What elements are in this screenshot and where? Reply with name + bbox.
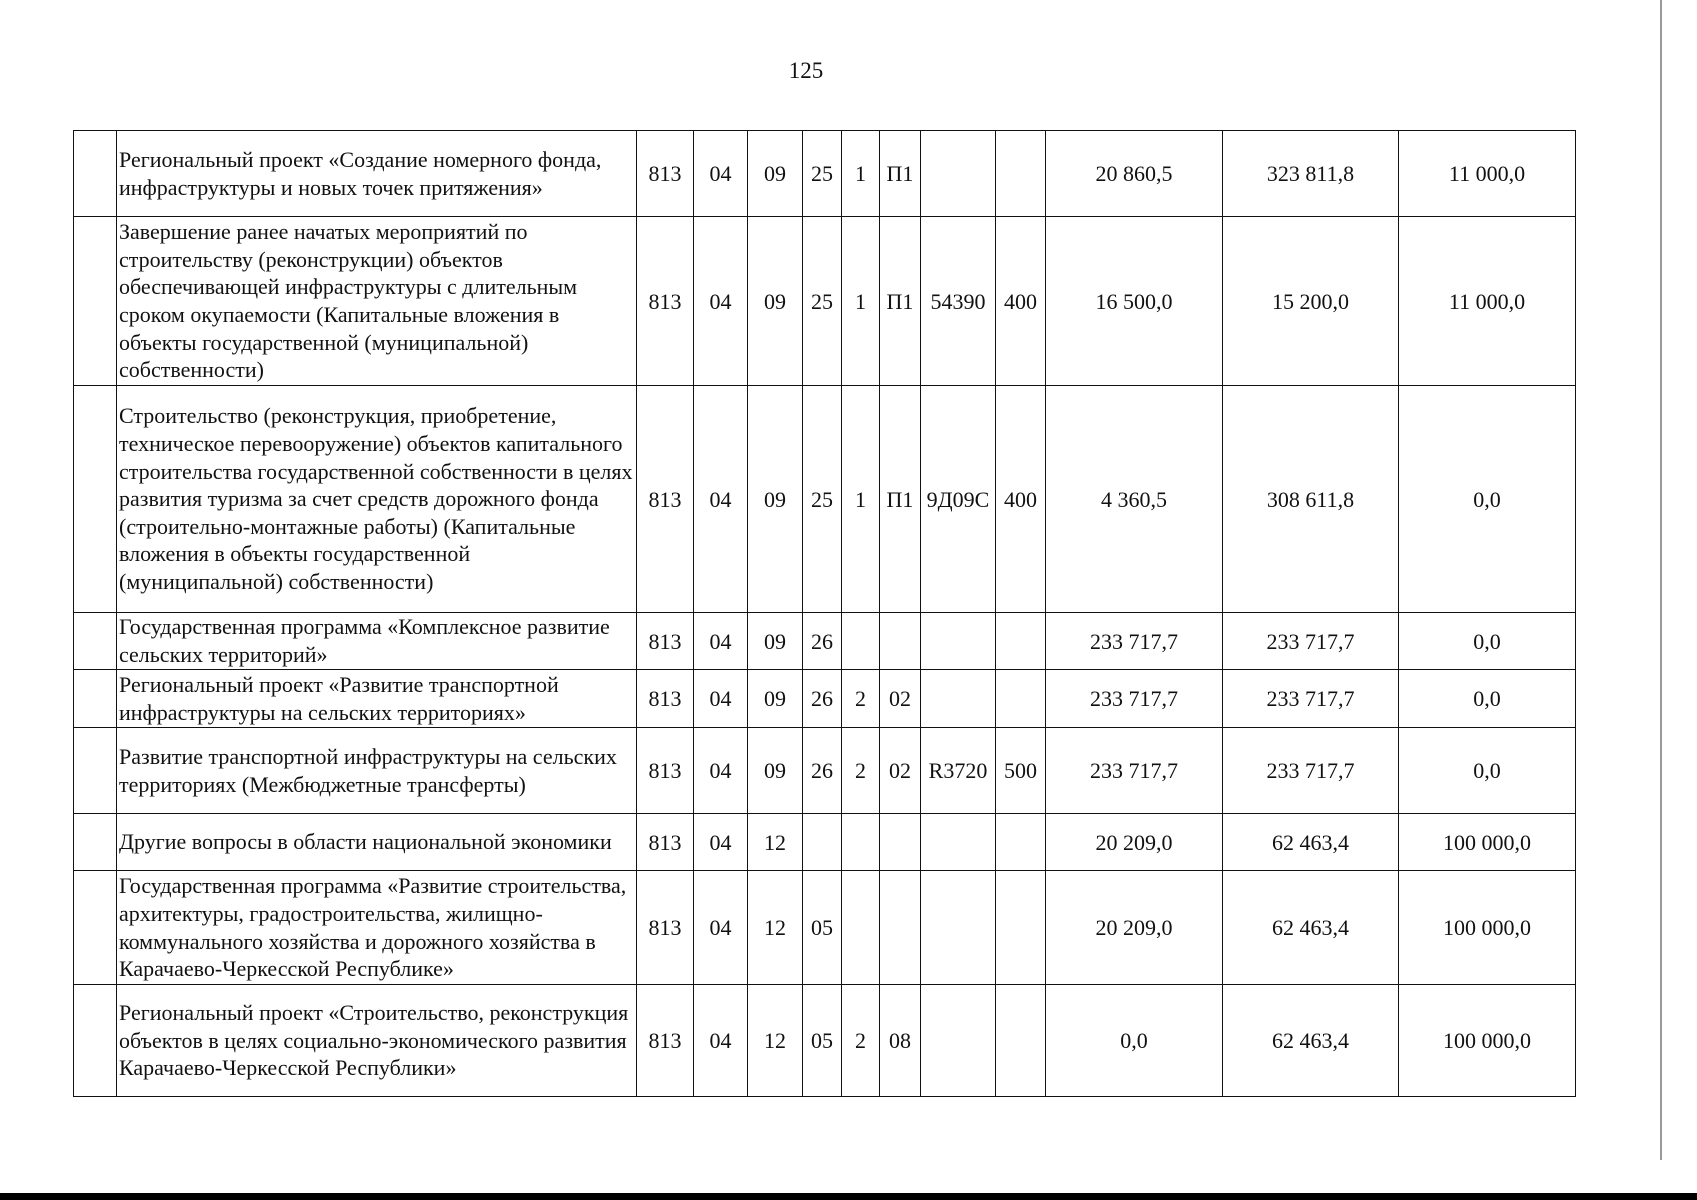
expense-type-code bbox=[996, 871, 1046, 985]
table-row bbox=[74, 871, 1576, 985]
sum-2: 62 463,4 bbox=[1223, 871, 1399, 985]
project-code bbox=[880, 871, 921, 985]
type-code: 2 bbox=[842, 985, 880, 1097]
direction-code: 9Д09С bbox=[921, 386, 996, 613]
expense-type-code: 400 bbox=[996, 217, 1046, 386]
program-code: 25 bbox=[803, 386, 842, 613]
table-row bbox=[74, 728, 1576, 814]
section-code: 04 bbox=[694, 386, 748, 613]
section-code: 04 bbox=[694, 985, 748, 1097]
project-code bbox=[880, 814, 921, 871]
program-code: 25 bbox=[803, 131, 842, 217]
type-code: 1 bbox=[842, 386, 880, 613]
sum-1: 0,0 bbox=[1046, 985, 1223, 1097]
sum-2: 62 463,4 bbox=[1223, 814, 1399, 871]
direction-code bbox=[921, 871, 996, 985]
program-code: 05 bbox=[803, 985, 842, 1097]
sum-2: 233 717,7 bbox=[1223, 670, 1399, 728]
row-name: Государственная программа «Развитие строительства, архитектуры, градостроительства, жилищно-коммунального хозяйства и дорожного хозяйства в Карачаево-Черкесской Республике» bbox=[117, 871, 637, 985]
program-code: 25 bbox=[803, 217, 842, 386]
sum-1: 233 717,7 bbox=[1046, 670, 1223, 728]
sum-3: 11 000,0 bbox=[1399, 131, 1576, 217]
type-code: 1 bbox=[842, 131, 880, 217]
sum-3: 100 000,0 bbox=[1399, 814, 1576, 871]
direction-code bbox=[921, 985, 996, 1097]
sum-1: 233 717,7 bbox=[1046, 728, 1223, 814]
sum-3: 100 000,0 bbox=[1399, 985, 1576, 1097]
table-row bbox=[74, 131, 1576, 217]
sum-2: 233 717,7 bbox=[1223, 613, 1399, 670]
blank-cell bbox=[74, 386, 117, 613]
project-code bbox=[880, 613, 921, 670]
row-name: Государственная программа «Комплексное развитие сельских территорий» bbox=[117, 613, 637, 670]
sum-1: 20 860,5 bbox=[1046, 131, 1223, 217]
direction-code bbox=[921, 670, 996, 728]
subsection-code: 12 bbox=[748, 814, 803, 871]
sum-3: 11 000,0 bbox=[1399, 217, 1576, 386]
ministry-code: 813 bbox=[637, 985, 694, 1097]
row-name: Региональный проект «Развитие транспортной инфраструктуры на сельских территориях» bbox=[117, 670, 637, 728]
budget-table bbox=[73, 130, 1576, 1097]
row-name: Развитие транспортной инфраструктуры на сельских территориях (Межбюджетные трансферты) bbox=[117, 728, 637, 814]
sum-1: 16 500,0 bbox=[1046, 217, 1223, 386]
row-name: Другие вопросы в области национальной экономики bbox=[117, 814, 637, 871]
expense-type-code: 500 bbox=[996, 728, 1046, 814]
subsection-code: 09 bbox=[748, 386, 803, 613]
scan-bottom-border bbox=[0, 1193, 1697, 1200]
section-code: 04 bbox=[694, 131, 748, 217]
sum-3: 100 000,0 bbox=[1399, 871, 1576, 985]
table-row bbox=[74, 217, 1576, 386]
direction-code bbox=[921, 814, 996, 871]
expense-type-code bbox=[996, 670, 1046, 728]
ministry-code: 813 bbox=[637, 871, 694, 985]
section-code: 04 bbox=[694, 613, 748, 670]
ministry-code: 813 bbox=[637, 670, 694, 728]
direction-code bbox=[921, 613, 996, 670]
direction-code: R3720 bbox=[921, 728, 996, 814]
sum-1: 233 717,7 bbox=[1046, 613, 1223, 670]
ministry-code: 813 bbox=[637, 217, 694, 386]
table-row bbox=[74, 613, 1576, 670]
type-code bbox=[842, 871, 880, 985]
sum-2: 62 463,4 bbox=[1223, 985, 1399, 1097]
program-code bbox=[803, 814, 842, 871]
row-name: Завершение ранее начатых мероприятий по строительству (реконструкции) объектов обеспечивающей инфраструктуры с длительным сроком окупаемости (Капитальные вложения в объекты государственной (муниципальной) собственности) bbox=[117, 217, 637, 386]
type-code bbox=[842, 613, 880, 670]
table-row bbox=[74, 985, 1576, 1097]
sum-1: 20 209,0 bbox=[1046, 871, 1223, 985]
type-code bbox=[842, 814, 880, 871]
page-number: 125 bbox=[788, 58, 824, 83]
table-row bbox=[74, 814, 1576, 871]
section-code: 04 bbox=[694, 814, 748, 871]
sum-3: 0,0 bbox=[1399, 613, 1576, 670]
section-code: 04 bbox=[694, 871, 748, 985]
row-name: Региональный проект «Строительство, реконструкция объектов в целях социально-экономического развития Карачаево-Черкесской Республики» bbox=[117, 985, 637, 1097]
blank-cell bbox=[74, 613, 117, 670]
subsection-code: 09 bbox=[748, 728, 803, 814]
row-name: Строительство (реконструкция, приобретение, техническое перевооружение) объектов капитального строительства государственной собственности в целях развития туризма за счет средств дорожного фонда (строительно-монтажные работы) (Капитальные вложения в объекты государственной (муниципальной) собственности) bbox=[117, 386, 637, 613]
type-code: 2 bbox=[842, 728, 880, 814]
table-row bbox=[74, 670, 1576, 728]
sum-3: 0,0 bbox=[1399, 386, 1576, 613]
sum-1: 4 360,5 bbox=[1046, 386, 1223, 613]
project-code: П1 bbox=[880, 217, 921, 386]
project-code: 02 bbox=[880, 670, 921, 728]
section-code: 04 bbox=[694, 217, 748, 386]
blank-cell bbox=[74, 871, 117, 985]
row-name: Региональный проект «Создание номерного фонда, инфраструктуры и новых точек притяжения» bbox=[117, 131, 637, 217]
section-code: 04 bbox=[694, 670, 748, 728]
sum-1: 20 209,0 bbox=[1046, 814, 1223, 871]
ministry-code: 813 bbox=[637, 131, 694, 217]
project-code: П1 bbox=[880, 131, 921, 217]
type-code: 2 bbox=[842, 670, 880, 728]
ministry-code: 813 bbox=[637, 728, 694, 814]
subsection-code: 09 bbox=[748, 131, 803, 217]
expense-type-code bbox=[996, 131, 1046, 217]
blank-cell bbox=[74, 728, 117, 814]
project-code: 08 bbox=[880, 985, 921, 1097]
ministry-code: 813 bbox=[637, 386, 694, 613]
program-code: 26 bbox=[803, 670, 842, 728]
subsection-code: 09 bbox=[748, 217, 803, 386]
expense-type-code bbox=[996, 985, 1046, 1097]
sum-2: 233 717,7 bbox=[1223, 728, 1399, 814]
sum-2: 15 200,0 bbox=[1223, 217, 1399, 386]
direction-code bbox=[921, 131, 996, 217]
sum-3: 0,0 bbox=[1399, 728, 1576, 814]
program-code: 26 bbox=[803, 728, 842, 814]
scan-edge-line bbox=[1660, 0, 1662, 1160]
table-body bbox=[74, 131, 1576, 1097]
ministry-code: 813 bbox=[637, 814, 694, 871]
type-code: 1 bbox=[842, 217, 880, 386]
blank-cell bbox=[74, 131, 117, 217]
subsection-code: 09 bbox=[748, 613, 803, 670]
subsection-code: 12 bbox=[748, 871, 803, 985]
direction-code: 54390 bbox=[921, 217, 996, 386]
table-row bbox=[74, 386, 1576, 613]
program-code: 26 bbox=[803, 613, 842, 670]
project-code: П1 bbox=[880, 386, 921, 613]
section-code: 04 bbox=[694, 728, 748, 814]
sum-2: 323 811,8 bbox=[1223, 131, 1399, 217]
program-code: 05 bbox=[803, 871, 842, 985]
sum-3: 0,0 bbox=[1399, 670, 1576, 728]
blank-cell bbox=[74, 217, 117, 386]
sum-2: 308 611,8 bbox=[1223, 386, 1399, 613]
blank-cell bbox=[74, 670, 117, 728]
expense-type-code: 400 bbox=[996, 386, 1046, 613]
subsection-code: 09 bbox=[748, 670, 803, 728]
blank-cell bbox=[74, 985, 117, 1097]
project-code: 02 bbox=[880, 728, 921, 814]
expense-type-code bbox=[996, 814, 1046, 871]
ministry-code: 813 bbox=[637, 613, 694, 670]
subsection-code: 12 bbox=[748, 985, 803, 1097]
expense-type-code bbox=[996, 613, 1046, 670]
blank-cell bbox=[74, 814, 117, 871]
